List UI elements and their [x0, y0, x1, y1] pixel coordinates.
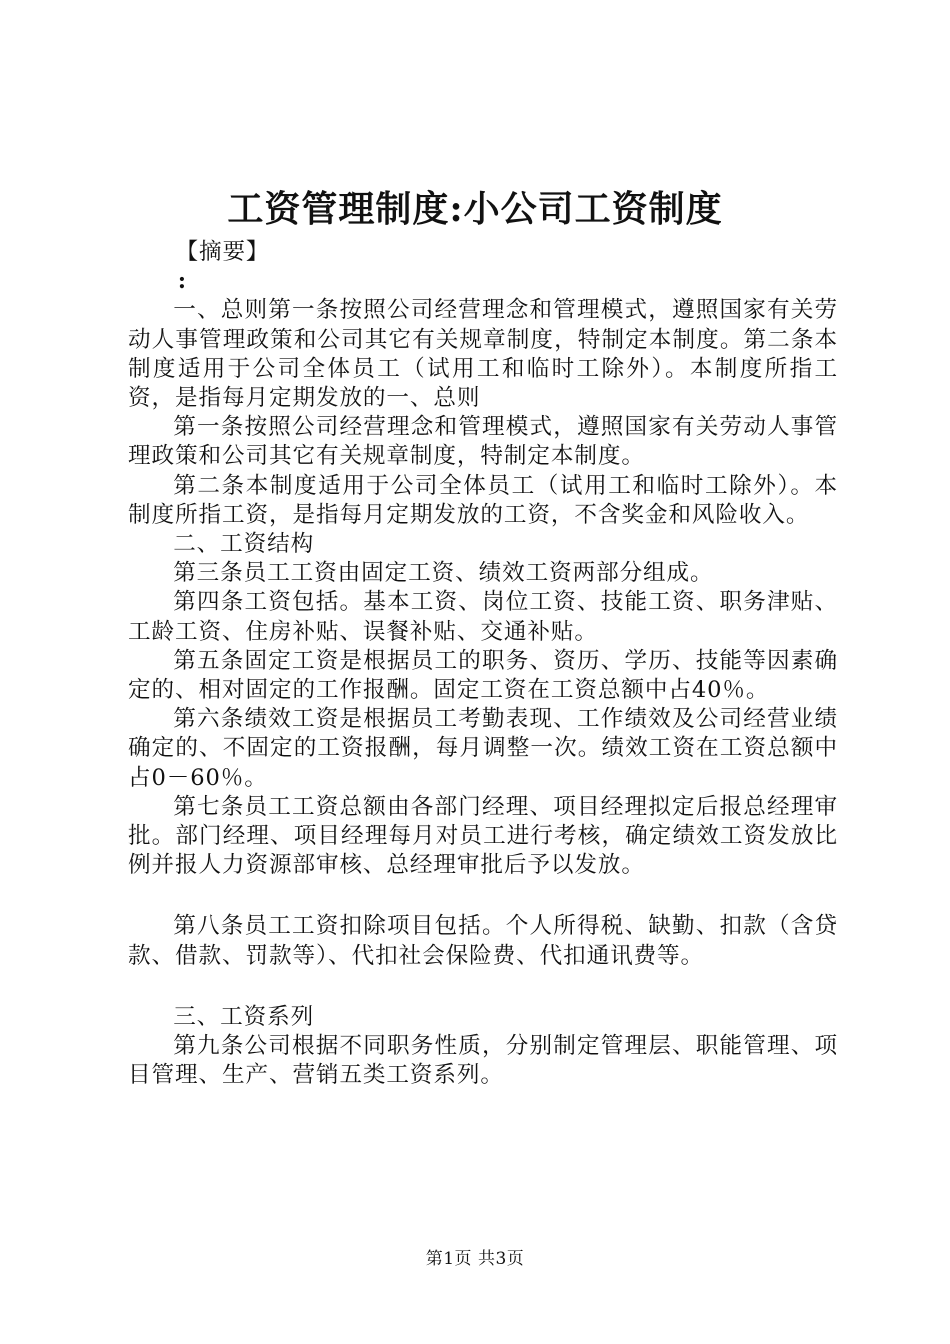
article-5-paragraph: 第五条固定工资是根据员工的职务、资历、学历、技能等因素确定的、相对固定的工作报酬。固定工资在工资总额中占40％。	[128, 647, 838, 704]
article-8-paragraph: 第八条员工工资扣除项目包括。个人所得税、缺勤、扣款（含贷款、借款、罚款等）、代扣社会保险费、代扣通讯费等。	[128, 913, 838, 969]
article-4-paragraph: 第四条工资包括。基本工资、岗位工资、技能工资、职务津贴、工龄工资、住房补贴、误餐补贴、交通补贴。	[128, 589, 838, 645]
article-7-paragraph: 第七条员工工资总额由各部门经理、项目经理拟定后报总经理审批。部门经理、项目经理每月对员工进行考核，确定绩效工资发放比例并报人力资源部审核、总经理审批后予以发放。	[128, 793, 838, 879]
section-3-heading: 三、工资系列	[173, 1003, 315, 1030]
page-footer: 第1页 共3页	[425, 1249, 525, 1269]
abstract-label: 【摘要】	[175, 239, 270, 265]
article-2-paragraph: 第二条本制度适用于公司全体员工（试用工和临时工除外）。本制度所指工资，是指每月定期发放的工资，不含奖金和风险收入。	[128, 472, 838, 528]
document-body	[128, 238, 838, 1090]
article-3-paragraph: 第三条员工工资由固定工资、绩效工资两部分组成。	[173, 560, 714, 587]
document-title: 工资管理制度:小公司工资制度	[227, 188, 723, 230]
abstract-colon: :	[177, 268, 187, 295]
article-6-paragraph: 第六条绩效工资是根据员工考勤表现、工作绩效及公司经营业绩确定的、不固定的工资报酬，每月调整一次。绩效工资在工资总额中占0－60％。	[128, 706, 838, 791]
article-1-paragraph: 第一条按照公司经营理念和管理模式，遵照国家有关劳动人事管理政策和公司其它有关规章制度，特制定本制度。	[128, 414, 838, 470]
summary-paragraph: 一、总则第一条按照公司经营理念和管理模式，遵照国家有关劳动人事管理政策和公司其它有关规章制度，特制定本制度。第二条本制度适用于公司全体员工（试用工和临时工除外）。本制度所指工资，是指每月定期发放的一、总则	[128, 297, 838, 412]
article-9-paragraph: 第九条公司根据不同职务性质，分别制定管理层、职能管理、项目管理、生产、营销五类工资系列。	[128, 1033, 838, 1089]
section-2-heading: 二、工资结构	[173, 531, 315, 558]
